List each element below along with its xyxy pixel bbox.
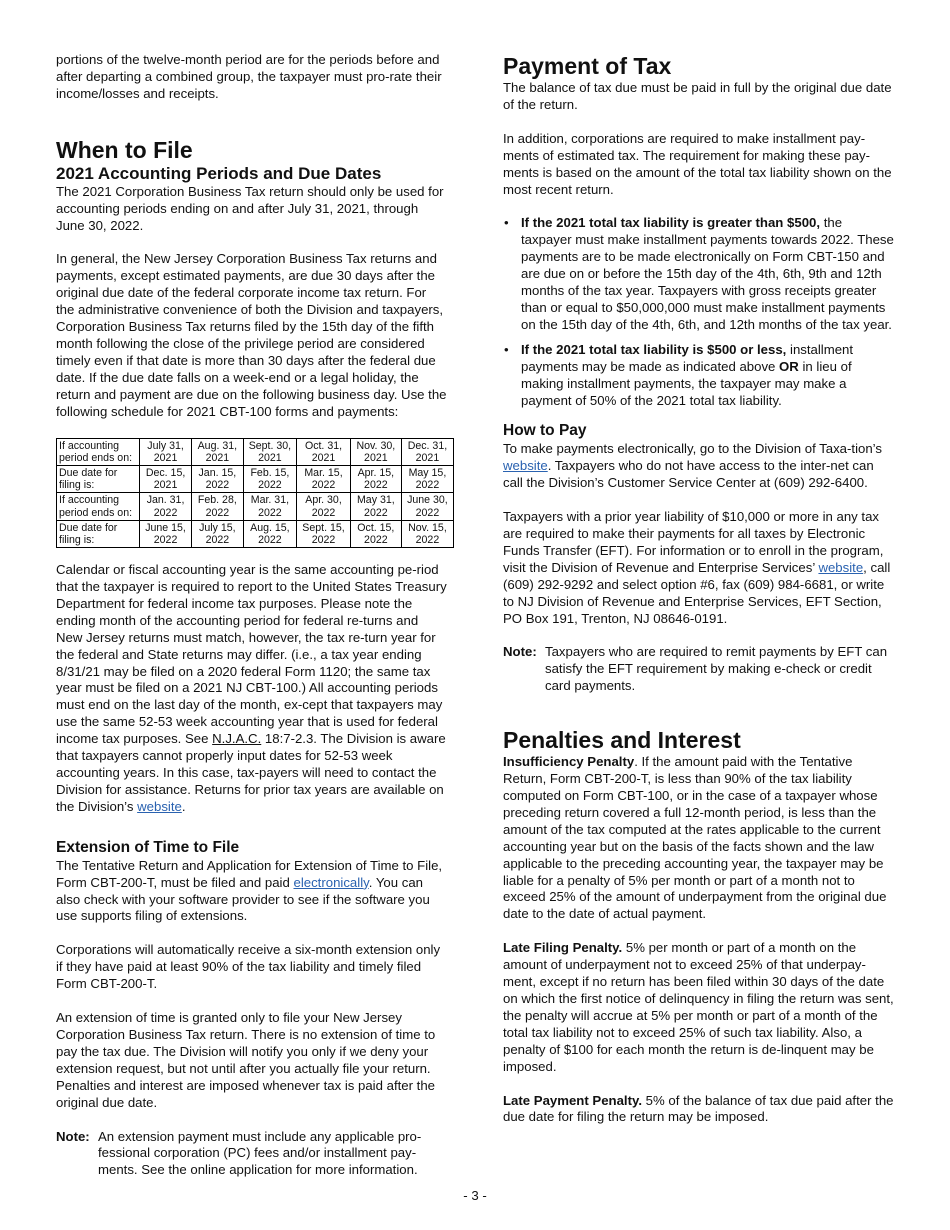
- installment-bullet-list: [503, 215, 895, 409]
- extension-heading: Extension of Time to File: [56, 838, 240, 856]
- when-to-file-paragraph-1: The 2021 Corporation Business Tax return should only be used for accounting periods ending on and after July 31, 2021, through June 30, 2022.: [56, 183, 444, 233]
- table-cell: Sept. 30, 2021: [243, 438, 297, 465]
- note-text: An extension payment must include any applicable pro-fessional corporation (PC) fees and/or installment pay-ments. See the online application for more information.: [98, 1128, 422, 1178]
- table-row: [57, 465, 454, 492]
- table-row: [57, 493, 454, 520]
- table-cell: May 15, 2022: [401, 465, 453, 492]
- late-filing-paragraph: Late Filing Penalty. 5% per month or part of a month on the amount of underpayment not to exceed 25% of that underpay-ment, except if no return has been filed within 30 days of the date on which the first notice of delinquency in filing the return was sent, the penalty will accrue at 5% per month or part of a month of the total tax liability not to exceed 25% of such tax liability. Also, a penalty of $100 for each month the return is de-linquent may be imposed.: [503, 940, 894, 1074]
- table-cell: June 30, 2022: [401, 493, 453, 520]
- table-cell: Dec. 15, 2021: [140, 465, 192, 492]
- table-cell: Feb. 15, 2022: [243, 465, 297, 492]
- table-cell: Apr. 15, 2022: [350, 465, 401, 492]
- row-label: Due date for filing is:: [57, 520, 140, 547]
- when-to-file-heading: When to File: [56, 136, 193, 163]
- table-cell: July 15, 2022: [192, 520, 243, 547]
- row-label: Due date for filing is:: [57, 465, 140, 492]
- table-cell: Mar. 31, 2022: [243, 493, 297, 520]
- division-website-link[interactable]: website: [137, 798, 182, 814]
- extension-note: [56, 1129, 448, 1180]
- table-cell: Dec. 31, 2021: [401, 438, 453, 465]
- note-label: Note:: [56, 1128, 90, 1144]
- how-to-pay-paragraph-2: Taxpayers with a prior year liability of $10,000 or more in any tax are required to make their payments for all taxes by Electronic Funds Transfer (EFT). For information or to enroll in the program, visit the Division of Revenue and Enterprise Services’ website, call (609) 292-9292 and select option #6, fax (609) 984-6681, or write to NJ Division of Revenue and Enterprise Services, EFT Section, PO Box 191, Trenton, NJ 08646-0191.: [503, 509, 891, 626]
- table-cell: Feb. 28, 2022: [192, 493, 243, 520]
- table-cell: Nov. 15, 2022: [401, 520, 453, 547]
- list-item: • If the 2021 total tax liability is greater than $500, the taxpayer must make installment payments towards 2022. These payments are to be made electronically on Form CBT-150 and are due on or before the 15th day of the 4th, 6th, 9th and 12th months of the tax year. Taxpayers with gross receipts greater than or equal to $50,000,000 must make installment payments on the 15th day of the 4th, 6th, and 12th months of the tax year.: [504, 215, 894, 332]
- table-cell: Oct. 15, 2022: [350, 520, 401, 547]
- calendar-year-paragraph: Calendar or fiscal accounting year is the same accounting pe-riod that the taxpayer is required to report to the United States Treasury Department for federal income tax purposes. Please note the ending month of the accounting period for federal re-turns and New Jersey returns must match, however, the tax re-turn year for the federal and State returns may differ. (i.e., a tax year ending 8/31/21 may be filed on a 2020 federal Form 1120; the same tax year must be filed on a 2021 NJ CBT-100.) All accounting periods must end on the last day of the month, ex-cept that taxpayers may use the same 52-53 week accounting year that is used for federal income tax purposes. See N.J.A.C. 18:7-2.3. The Division is aware that taxpayers cannot properly input dates for 52-53 week accounting years. In this case, tax-payers will need to contact the Division for assistance. Returns for prior tax years are available on the Division’s website.: [56, 562, 447, 814]
- extension-paragraph-1: The Tentative Return and Application for Extension of Time to File, Form CBT-200-T, must be filed and paid electronically. You can also check with your software provider to see if the software you use supports filing of extensions.: [56, 857, 443, 924]
- table-cell: Oct. 31, 2021: [297, 438, 351, 465]
- table-cell: Jan. 15, 2022: [192, 465, 243, 492]
- late-payment-paragraph: Late Payment Penalty. 5% of the balance of tax due paid after the due date for filing the return may be imposed.: [503, 1092, 894, 1125]
- bullet-icon: •: [504, 215, 509, 231]
- table-cell: Apr. 30, 2022: [297, 493, 351, 520]
- how-to-pay-heading: How to Pay: [503, 422, 587, 440]
- extension-paragraph-2: Corporations will automatically receive a six-month extension only if they have paid at least 90% of the tax liability and timely filed Form CBT-200-T.: [56, 942, 441, 992]
- row-label: If accounting period ends on:: [57, 493, 140, 520]
- left-column: [56, 52, 448, 1179]
- taxation-website-link[interactable]: website: [503, 458, 548, 474]
- table-cell: June 15, 2022: [140, 520, 192, 547]
- table-cell: Jan. 31, 2022: [140, 493, 192, 520]
- when-to-file-paragraph-2: In general, the New Jersey Corporation Business Tax returns and payments, except estimated payments, are due 30 days after the original due date of the federal corporate income tax return. For the administrative convenience of both the Division and taxpayers, Corporation Business Tax returns filed by the 15th day of the fifth month following the close of the privilege period are considered timely even if that date is more than 30 days after the federal due date. If the due date falls on a week-end or a legal holiday, the return and payment are due on the following business day. Use the following schedule for 2021 CBT-100 forms and payments:: [56, 251, 447, 419]
- how-to-pay-paragraph-1: To make payments electronically, go to the Division of Taxa-tion’s website. Taxpayers who do not have access to the inter-net can call the Division’s Customer Service Center at (609) 292-6400.: [503, 441, 882, 491]
- row-label: If accounting period ends on:: [57, 438, 140, 465]
- intro-paragraph: portions of the twelve-month period are for the periods before and after departing a combined group, the taxpayer must pro-rate their income/losses and receipts.: [56, 52, 442, 101]
- eft-note: [503, 644, 895, 695]
- due-date-table: [56, 438, 454, 549]
- bullet-icon: •: [504, 341, 509, 357]
- table-cell: July 31, 2021: [140, 438, 192, 465]
- table-cell: Sept. 15, 2022: [297, 520, 351, 547]
- extension-paragraph-3: An extension of time is granted only to file your New Jersey Corporation Business Tax return. There is no extension of time to pay the tax due. The Division will notify you only if we deny your extension request, but not until after you actually file your return. Penalties and interest are imposed whenever tax is paid after the original due date.: [56, 1010, 436, 1110]
- revenue-website-link[interactable]: website: [818, 559, 864, 575]
- table-cell: Nov. 30, 2021: [350, 438, 401, 465]
- electronically-link[interactable]: electronically: [293, 874, 369, 890]
- payment-paragraph-2: In addition, corporations are required to make installment pay-ments of estimated tax. The requirement for making these pay-ments is based on the amount of the total tax liability shown on the most recent return.: [503, 130, 892, 197]
- list-item: • If the 2021 total tax liability is $500 or less, installment payments may be made as indicated above OR in lieu of making installment payments, the taxpayer may make a payment of 50% of the 2021 total tax liability.: [504, 341, 854, 408]
- note-label: Note:: [503, 644, 537, 660]
- accounting-periods-subheading: 2021 Accounting Periods and Due Dates: [56, 163, 382, 183]
- right-column: [503, 52, 895, 1126]
- payment-of-tax-heading: Payment of Tax: [503, 53, 672, 79]
- table-cell: Mar. 15, 2022: [297, 465, 351, 492]
- njac-reference: N.J.A.C.: [212, 731, 262, 747]
- note-text: Taxpayers who are required to remit payments by EFT can satisfy the EFT requirement by making e-check or credit card payments.: [545, 644, 888, 694]
- table-cell: Aug. 31, 2021: [192, 438, 243, 465]
- insufficiency-paragraph: Insufficiency Penalty. If the amount paid with the Tentative Return, Form CBT-200-T, is less than 90% of the tax liability computed on Form CBT-100, or in the case of a taxpayer whose preceding return covered a full 12-month period, is less than the amount of the tax computed at the rates applicable to the current accounting year but on the basis of the facts shown and the law applicable to the preceding accounting year, the taxpayer may be liable for a penalty of 5% per month or part of a month not to exceed 25% of the amount of underpayment from the original due date to the date of actual payment.: [503, 754, 887, 922]
- table-row: [57, 438, 454, 465]
- payment-paragraph-1: The balance of tax due must be paid in full by the original due date of the return.: [503, 80, 892, 112]
- page-number: - 3 -: [463, 1188, 487, 1203]
- penalties-heading: Penalties and Interest: [503, 727, 741, 754]
- table-cell: May 31, 2022: [350, 493, 401, 520]
- table-row: [57, 520, 454, 547]
- table-cell: Aug. 15, 2022: [243, 520, 297, 547]
